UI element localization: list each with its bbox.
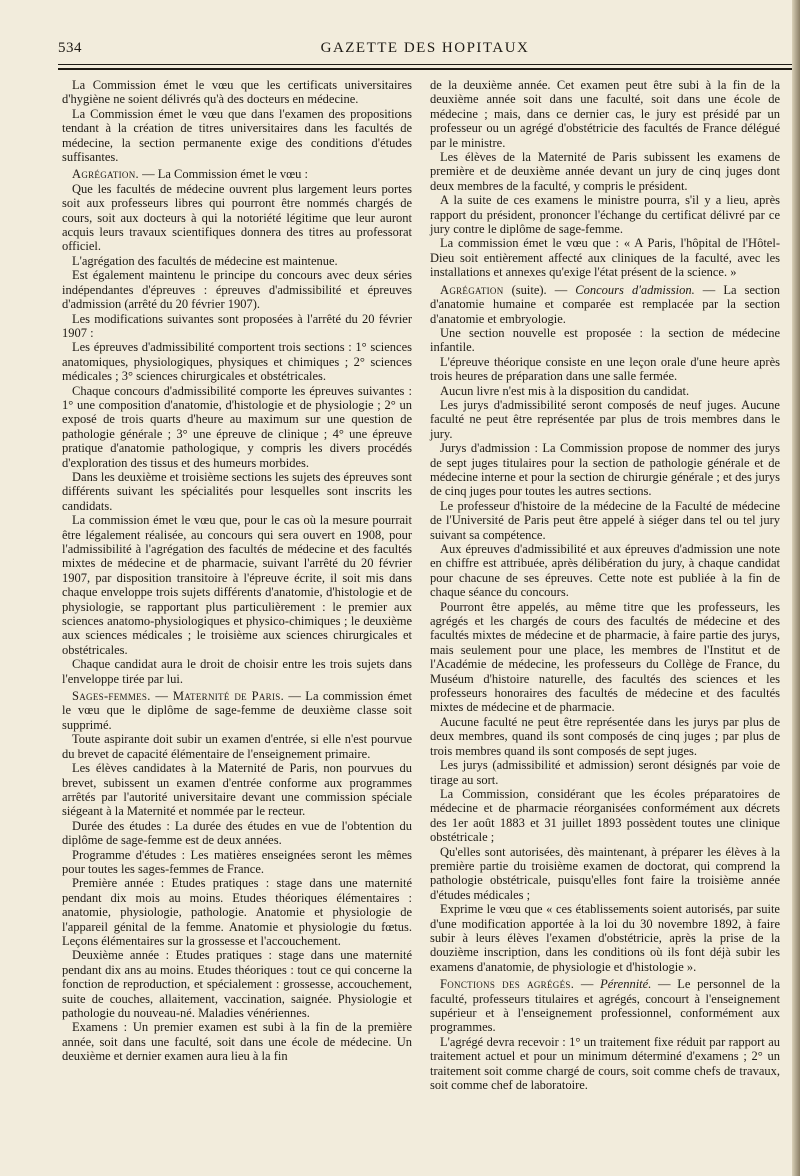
paragraph: Chaque concours d'admissibilité comporte les épreuves suivantes : 1° une composition d'anatomie, d'histologie et de physiologie ; 2° un exposé de trois quarts d'heure au maximum sur une question de pathologie générale ; 3° une épreuve de clinique ; 4° une épreuve pratique d'anatomie pathologique, y compris les divers procédés d'exploration des tissus et des humeurs morbides. xyxy=(62,383,412,470)
paragraph: Une section nouvelle est proposée : la section de médecine infantile. xyxy=(430,325,780,355)
page-number: 534 xyxy=(58,40,82,56)
paragraph: de la deuxième année. Cet examen peut être subi à la fin de la deuxième année soit dans une faculté, soit dans une école de médecine ; mais, dans ce dernier cas, le jury est présidé par un professeur ou un agrégé d'obstétricie des facultés de France délégué par le ministre. xyxy=(430,78,780,150)
page-edge xyxy=(792,0,800,1176)
paragraph: Durée des études : La durée des études en vue de l'obtention du diplôme de sage-femme est de deux années. xyxy=(62,818,412,848)
left-column xyxy=(62,78,412,1064)
paragraph: Toute aspirante doit subir un examen d'entrée, si elle n'est pourvue du brevet de capacité élémentaire de l'enseignement primaire. xyxy=(62,732,412,761)
paragraph: Les jurys d'admissibilité seront composés de neuf juges. Aucune faculté ne peut être représentée par plus de trois membres dans le jury. xyxy=(430,397,780,441)
section-subheading: Pérennité. xyxy=(600,977,652,992)
right-column xyxy=(430,78,780,1092)
paragraph: Exprime le vœu que « ces établissements soient autorisés, par suite d'une modification apportée à la loi du 30 novembre 1892, à faire subir à leurs élèves l'examen d'obstétricie, après la prise de la douzième inscription, dans les conditions où ils font déjà subir les examens d'anatomie, de physiologie et d'histologie ». xyxy=(430,902,780,974)
section-agregation xyxy=(62,167,412,181)
paragraph: Première année : Etudes pratiques : stage dans une maternité pendant dix mois au moins. Etudes théoriques élémentaires : anatomie, physiologie, pathologie. Anatomie et physiologie de l'appareil génital de la femme. Anatomie et physiologie du fœtus. Leçons élémentaires sur la grossesse et l'accouchement. xyxy=(62,876,412,948)
paragraph: La Commission émet le vœu que les certificats universitaires d'hygiène ne soient délivrés qu'à des docteurs en médecine. xyxy=(62,78,412,107)
section-heading: Agrégation. xyxy=(72,167,139,182)
section-text: — La section d'anatomie humaine et comparée est remplacée par la section d'anatomie et embryologie. xyxy=(430,282,780,326)
paragraph: Les jurys (admissibilité et admission) seront désignés par voie de tirage au sort. xyxy=(430,758,780,787)
paragraph: Les épreuves d'admissibilité comportent trois sections : 1° sciences anatomiques, physiologiques, physiques et chimiques ; 2° sciences médicales ; 3° sciences chirurgicales et obstétricales. xyxy=(62,340,412,384)
paragraph: Jurys d'admission : La Commission propose de nommer des jurys de sept juges titulaires pour la section de pathologie générale et de médecine interne et pour la section de chirurgie générale ; et des jurys de cinq juges pour toutes les autres sections. xyxy=(430,441,780,499)
section-agregation-suite xyxy=(430,283,780,326)
page-header xyxy=(58,40,792,62)
paragraph: Examens : Un premier examen est subi à la fin de la première année, soit dans une faculté, soit dans une école de médecine. Un deuxième et dernier examen aura lieu à la fin xyxy=(62,1020,412,1064)
section-subheading: Concours d'admission. xyxy=(575,282,695,297)
paragraph: Aucun livre n'est mis à la disposition du candidat. xyxy=(440,383,690,398)
paragraph: Deuxième année : Etudes pratiques : stage dans une maternité pendant dix ans au moins. Etudes théoriques : tout ce qui concerne la fonction de reproduction, et spécialement : grossesse, accouchement, suite de couches, allaitement, vaccination, saignée. Physiologie et pathologie du nouveau-né. Maladies vénériennes. xyxy=(62,948,412,1020)
paragraph: L'agrégé devra recevoir : 1° un traitement fixe réduit par rapport au traitement actuel et pour un minimum déterminé d'examens ; 2° un traitement soit comme chargé de cours, soit comme chefs de travaux, soit comme chef de laboratoire. xyxy=(430,1034,780,1093)
paragraph: A la suite de ces examens le ministre pourra, s'il y a lieu, après rapport du président, prononcer l'échange du certificat délivré par ce jury contre le diplôme de sage-femme. xyxy=(430,193,780,237)
section-heading: Fonctions des agrégés. xyxy=(440,977,575,992)
section-fonctions xyxy=(430,977,780,1035)
paragraph: Les élèves candidates à la Maternité de Paris, non pourvues du brevet, subissent un examen d'entrée conforme aux programmes arrêtés par l'autorité universitaire devant une commission spéciale siégeant à la Maternité et nommée par le recteur. xyxy=(62,761,412,819)
paragraph: L'agrégation des facultés de médecine est maintenue. xyxy=(72,253,338,268)
header-rule-thick xyxy=(58,68,792,70)
section-sages-femmes xyxy=(62,689,412,732)
paragraph: Dans les deuxième et troisième sections les sujets des épreuves sont différents suivant les spécialités pour lesquelles sont inscrits les candidats. xyxy=(62,469,412,513)
paragraph: Les modifications suivantes sont proposées à l'arrêté du 20 février 1907 : xyxy=(62,311,412,340)
journal-title: GAZETTE DES HOPITAUX xyxy=(320,40,530,56)
section-heading: Agrégation xyxy=(440,282,504,297)
paragraph: Programme d'études : Les matières enseignées seront les mêmes pour toutes les sages-femmes de France. xyxy=(62,847,412,876)
paragraph: Les élèves de la Maternité de Paris subissent les examens de première et de deuxième année devant un jury de cinq juges dont deux membres de la faculté, y compris le président. xyxy=(430,150,780,193)
section-text: — La Commission émet le vœu : xyxy=(138,167,309,182)
section-heading: Sages-femmes. — Maternité de Paris. xyxy=(72,689,285,704)
paragraph: L'épreuve théorique consiste en une leçon orale d'une heure après trois heures de préparation dans une salle fermée. xyxy=(430,354,780,384)
paragraph: Pourront être appelés, au même titre que les professeurs, les agrégés et les chargés de cours des facultés de médecine et des facultés mixtes de médecine et de pharmacie, à faire partie des jurys, mais seulement pour une place, les membres de l'Institut et de l'Académie de médecine, les professeurs du Collège de France, du Muséum d'histoire naturelle, des facultés des sciences et les professeurs honoraires des facultés de médecine et des facultés mixtes de médecine et de pharmacie. xyxy=(430,599,780,715)
paragraph: Est également maintenu le principe du concours avec deux séries indépendantes d'épreuves : épreuves d'admissibilité et épreuves d'admission (arrêté du 20 février 1907). xyxy=(62,268,412,312)
paragraph: Chaque candidat aura le droit de choisir entre les trois sujets dans l'enveloppe tirée par lui. xyxy=(62,657,412,686)
paragraph: Que les facultés de médecine ouvrent plus largement leurs portes soit aux professeurs libres qui pourront être nommés chargés de cours, soit aux docteurs à qui la notoriété légitime que leur auront acquis leurs travaux scientifiques donnera des titres au professorat officiel. xyxy=(62,181,412,254)
paragraph: Aucune faculté ne peut être représentée dans les jurys par plus de deux membres, quand ils sont composés de cinq juges ; par plus de trois membres quand ils sont composés de sept juges. xyxy=(430,714,780,758)
paragraph: La Commission, considérant que les écoles préparatoires de médecine et de pharmacie réorganisées conformément aux décrets des 1er août 1883 et 31 juillet 1893 possèdent toutes une clinique obstétricale ; xyxy=(430,786,780,845)
paragraph: La Commission émet le vœu que dans l'examen des propositions tendant à la création de titres universitaires dans les facultés de médecine, la section permanente exige des conditions d'études suffisantes. xyxy=(62,106,412,165)
section-text: — La commission émet le vœu que le diplôme de sage-femme de deuxième classe soit supprimé. xyxy=(62,689,412,732)
section-text: (suite). — xyxy=(503,282,576,297)
section-text: — Le personnel de la faculté, professeurs titulaires et agrégés, concourt à l'enseignement supérieur et à l'enseignement professionnel, conformément aux programmes. xyxy=(430,977,781,1035)
paragraph: Qu'elles sont autorisées, dès maintenant, à préparer les élèves à la première partie du troisième examen de doctorat, qui comprend la pathologie obstétricale, puisqu'elles font faire la troisième année d'études médicales ; xyxy=(430,844,780,902)
paragraph: La commission émet le vœu que : « A Paris, l'hôpital de l'Hôtel-Dieu soit entièrement affecté aux cliniques de la faculté, avec les installations et annexes qu'exige l'état présent de la science. » xyxy=(430,236,780,280)
header-rule-thin xyxy=(58,64,792,65)
section-text: — xyxy=(574,977,601,992)
paragraph: La commission émet le vœu que, pour le cas où la mesure pourrait être légalement réalisée, au concours qui sera ouvert en 1908, pour l'admissibilité à l'agrégation des facultés de médecine et des facultés mixtes de médecine et de pharmacie, suivant l'arrêté du 20 février 1907, par disposition transitoire à l'épreuve écrite, il soit mis dans chaque enveloppe trois sujets différents d'anatomie, d'histologie et de physiologie, se rapportant plus particulièrement : le premier aux sciences anatomo-physiologiques et physico-chimiques ; le deuxième aux sciences médicales ; le troisième aux sciences chirurgicales et obstétricales. xyxy=(62,513,412,657)
paragraph: Aux épreuves d'admissibilité et aux épreuves d'admission une note en chiffre est attribuée, après délibération du jury, à chaque candidat pour chacune de ses épreuves. Cette note est publiée à la fin de chaque séance du concours. xyxy=(430,542,780,600)
paragraph: Le professeur d'histoire de la médecine de la Faculté de médecine de l'Université de Paris peut être appelé à siéger dans tel ou tel jury suivant sa compétence. xyxy=(430,498,780,542)
